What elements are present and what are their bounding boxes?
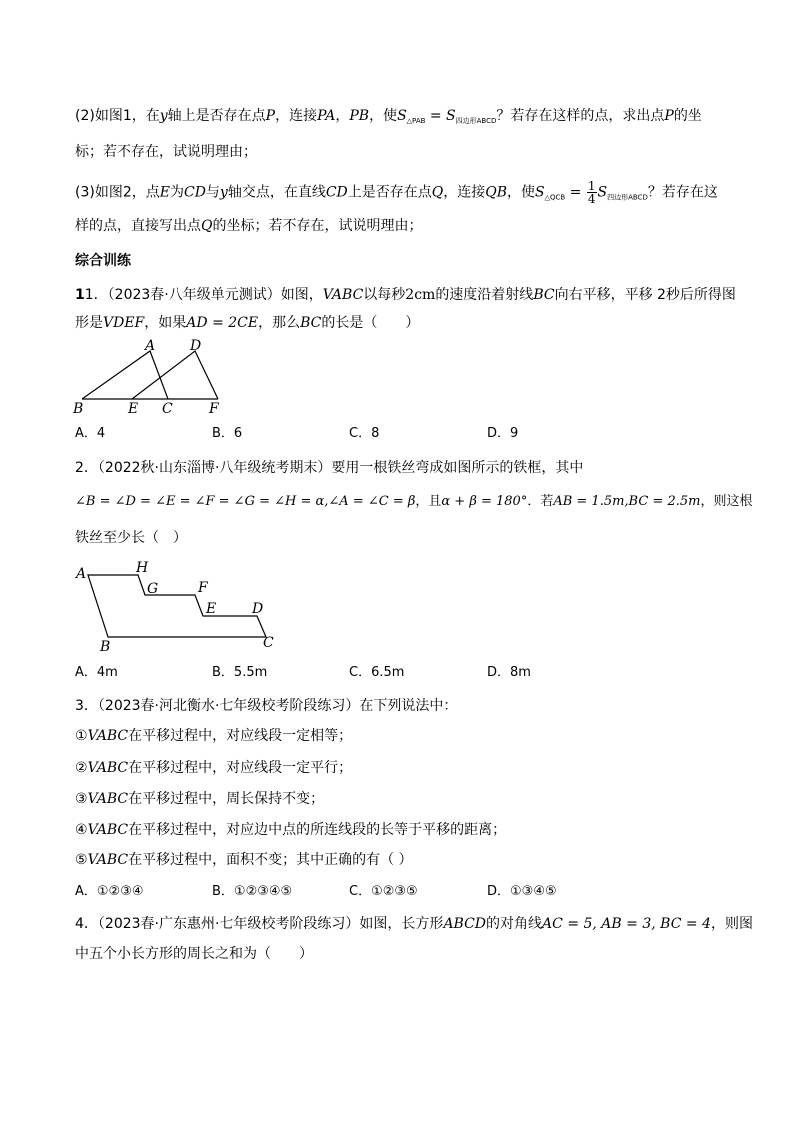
q-part2-line1: (2)如图1，在y轴上是否存在点P，连接PA，PB，使$S_{\triangle PAB} = S_{四边形ABCD}$？若存在这样的点，求出点P的坐 [75, 108, 702, 125]
q3-option-c[interactable]: C．①②③⑤ [349, 884, 418, 899]
q2-label-b: B [100, 639, 111, 653]
q2-frame-outline [88, 575, 266, 637]
q2-option-a[interactable]: A．4m [75, 665, 118, 680]
q2-figure-iron-frame [70, 558, 290, 653]
q3-item-4: ④VABC在平移过程中，对应边中点的所连线段的长等于平移的距离； [75, 822, 507, 838]
q-part3-line1: (3)如图2，点E为CD与y轴交点，在直线CD上是否存在点Q，连接QB，使$S_{\triangle QCB}$ = $\frac{1}{4}$ $S_{四边形ABCD}$？若存在这 [75, 179, 718, 206]
q2-option-b[interactable]: B．5.5m [212, 665, 268, 680]
q-part3-line2: 样的点，直接写出点Q的坐标；若不存在，试说明理由； [75, 218, 423, 234]
q2-label-g: G [147, 581, 159, 597]
q1-line1: 11．（2023春·八年级单元测试）如图，VABC以每秒2cm的速度沿着射线BC向右平移，平移 2秒后所得图 [75, 287, 736, 303]
q2-label-h: H [136, 560, 149, 576]
q2-option-d[interactable]: D．8m [487, 665, 531, 680]
q1-option-d[interactable]: D．9 [487, 426, 519, 441]
q3-option-b[interactable]: B．①②③④⑤ [212, 884, 293, 899]
q2-line2: ∠B = ∠D = ∠E = ∠F = ∠G = ∠H = α,∠A = ∠C = β，且α + β = 180°．若AB = 1.5m,BC = 2.5m，则这根 [75, 494, 753, 509]
q3-line1: 3．（2023春·河北衡水·七年级校考阶段练习）在下列说法中： [75, 698, 458, 714]
section-title: 综合训练 [75, 253, 131, 269]
q3-item-2: ②VABC在平移过程中，对应线段一定平行； [75, 760, 353, 776]
fraction-one-quarter: $\frac{1}{4}$ [587, 179, 596, 206]
q4-line1: 4．（2023春·广东惠州·七年级校考阶段练习）如图，长方形ABCD的对角线AC = 5, AB = 3, BC = 4，则图 [75, 916, 753, 932]
q2-line1: 2．（2022秋·山东淄博·八年级统考期末）要用一根铁丝弯成如图所示的铁框，其中 [75, 460, 584, 476]
q1-option-a[interactable]: A．4 [75, 426, 106, 441]
q2-label-f: F [198, 580, 208, 596]
q1-triangle-def [132, 351, 218, 399]
q3-option-d[interactable]: D．①③④⑤ [487, 884, 557, 899]
q2-label-e: E [206, 601, 217, 617]
q1-figure-triangles [70, 335, 230, 420]
q1-triangle-abc [82, 351, 168, 399]
q1-label-d: D [190, 338, 202, 354]
q2-option-c[interactable]: C．6.5m [349, 665, 405, 680]
q1-label-f: F [209, 401, 219, 417]
q1-option-b[interactable]: B．6 [212, 426, 243, 441]
q1-label-a: A [145, 338, 156, 354]
q3-item-5: ⑤VABC在平移过程中，面积不变；其中正确的有（ ） [75, 852, 413, 868]
q2-label-c: C [263, 635, 274, 651]
q1-line2: 形是VDEF，如果AD = 2CE，那么BC的长是（ ） [75, 315, 420, 331]
q1-label-b: B [73, 401, 84, 417]
q3-option-a[interactable]: A．①②③④ [75, 884, 144, 899]
q1-label-c: C [162, 401, 173, 417]
q2-label-a: A [76, 566, 87, 582]
q1-label-e: E [128, 401, 139, 417]
q3-item-1: ①VABC在平移过程中，对应线段一定相等； [75, 728, 353, 744]
q4-line2: 中五个小长方形的周长之和为（ ） [75, 946, 313, 962]
q3-item-3: ③VABC在平移过程中，周长保持不变； [75, 791, 325, 807]
q2-label-d: D [252, 601, 264, 617]
q2-line3: 铁丝至少长（ ） [75, 530, 187, 546]
q1-option-c[interactable]: C．8 [349, 426, 380, 441]
q-part2-line2: 标；若不存在，试说明理由； [75, 144, 257, 160]
